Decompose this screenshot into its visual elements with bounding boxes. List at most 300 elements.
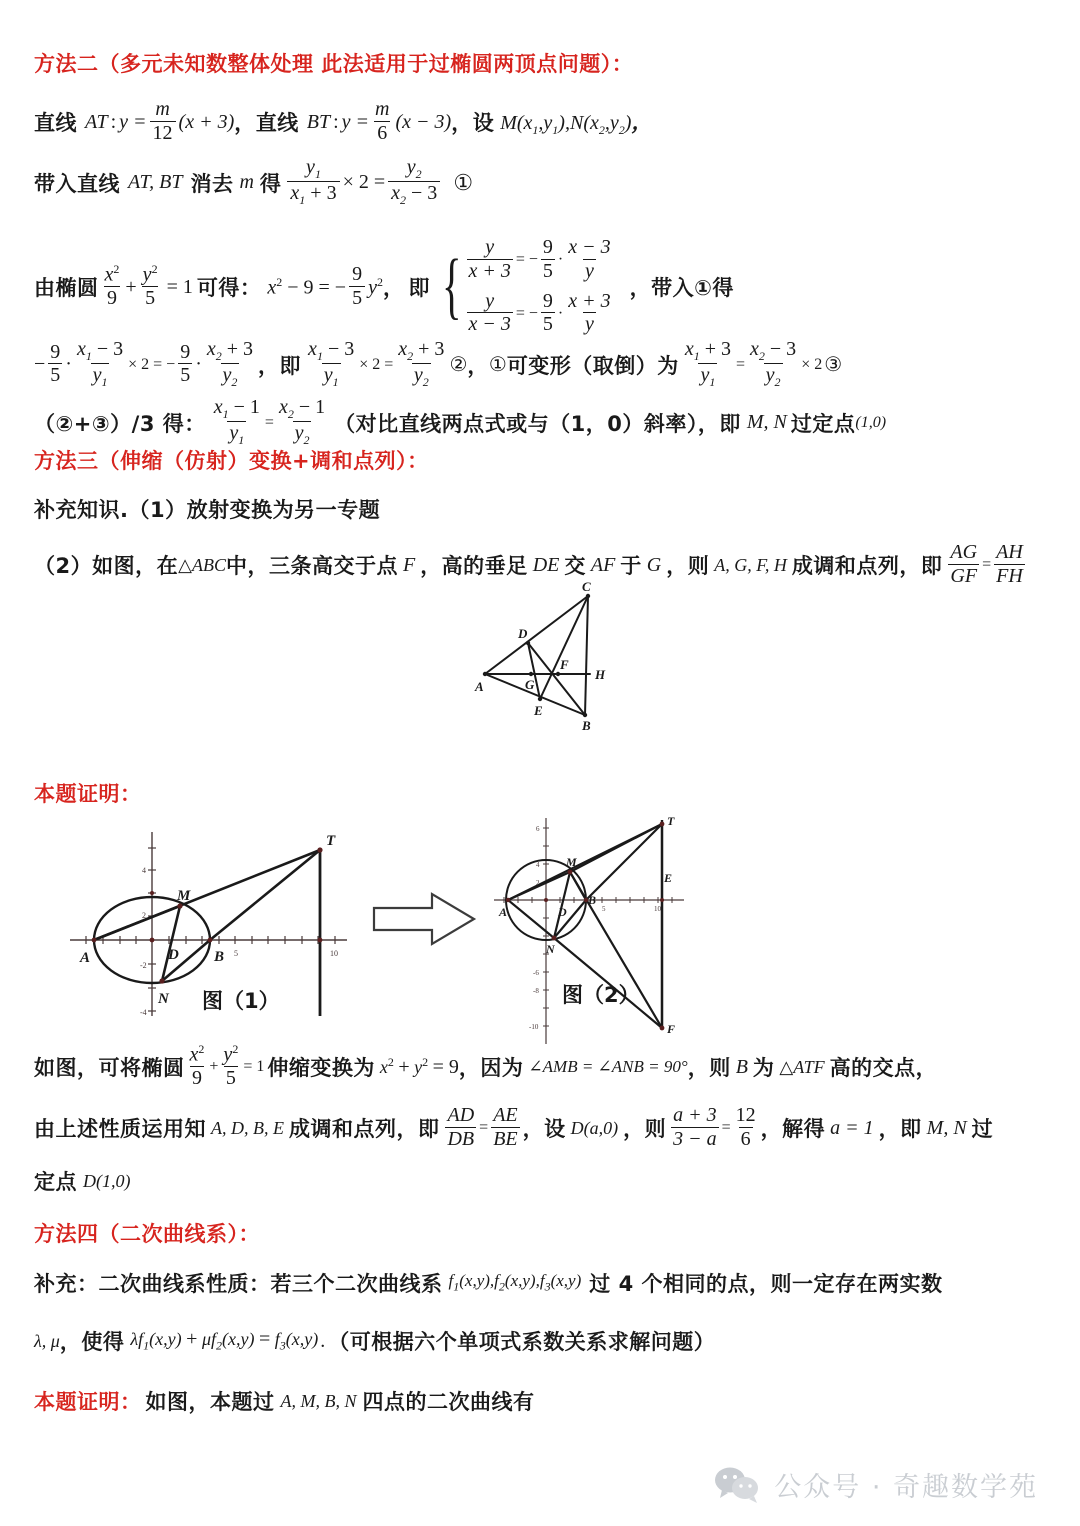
set-word: 设 [472,111,495,136]
fig2-ytick-m10: -10 [529,1023,539,1031]
fraction-ah-fh [994,542,1025,587]
fraction-y1-x1p3 [287,157,339,207]
supp-prefix: 补充：二次曲线系性质：若三个二次曲线系 [34,1272,443,1296]
watermark [714,1465,1038,1504]
yinwei-word: 因为 [480,1056,524,1081]
line5-prefix: （②+③）/3 得： [34,411,206,436]
text3-prefix: 定点 [34,1170,77,1194]
frac-num: $x^2$ [104,261,120,286]
point-t-dot [317,847,322,852]
point-b-label-2: B [735,1055,748,1078]
triangle-diagram-svg [400,575,660,740]
text1-tail: 高的交点， [829,1056,938,1081]
vertex-a-dot [483,672,487,676]
y-equals-2: y = [341,110,370,133]
fraction-y-xp3 [467,237,513,282]
method2-line1 [34,100,653,145]
frac-den: $x_2 - 3$ [388,181,440,206]
frac-den: 5 [142,286,158,309]
fig1-label-m: M [177,888,191,904]
label-e: E [534,703,543,718]
fig2-label-b: B [588,893,597,907]
frac-num: y [485,236,495,258]
xtick-label-5: 5 [234,949,238,958]
fig2-point-t-dot [660,822,665,827]
fraction-12-6 [734,1105,758,1150]
fraction-x2m3-y2 [748,339,798,389]
frac-num: AH [996,541,1023,563]
frac-num: $x_2 + 3$ [398,338,445,363]
eq-sign-d: = [479,1119,489,1137]
frac-den: 5 [225,1067,236,1090]
frac-num: y [485,289,495,312]
figure-2 [484,812,724,1057]
proof1-text1 [34,1044,937,1090]
triangle-abc: △ABC [178,554,226,575]
yu-word: 于 [620,554,642,579]
fig1-label-a: A [80,950,91,966]
frac-den: 3 − a [673,1127,717,1150]
fig2-caption: 图（2） [562,983,640,1007]
point-f-label: F [402,553,416,576]
label-d: D [518,626,528,641]
fig2-point-m-dot [568,870,573,875]
equals-one-b: = 1 [243,1058,265,1076]
fraction-x1p3-y1 [683,339,733,389]
point-g-label: G [646,553,662,576]
point-top-dot [150,891,154,895]
xtick-label-10: 10 [330,949,338,958]
eq-sign-b: = [264,413,274,431]
line2-prefix: 带入直线 [34,171,120,196]
fig2-ytick-m6: -6 [533,969,539,977]
fig2-label-a: A [499,905,508,919]
frac-den: 5 [542,259,553,282]
comma-6: ， [458,1056,481,1081]
frac-num: $x^2$ [189,1042,205,1066]
supp2-mid3: ，则 [666,554,710,579]
wechat-eye-1 [723,1475,727,1479]
fraction-xm3-y [566,237,612,282]
comma-9: ， [623,1117,645,1142]
figure-2-svg [484,812,724,1057]
fig1-label-b: B [214,949,225,965]
wei-word: 为 [752,1056,775,1081]
triangle-atf: △ATF [779,1056,825,1077]
fraction-9-5-e [178,342,192,387]
fraction-ae-be [491,1105,519,1150]
frac-den: DB [447,1127,475,1150]
frac-den: $y_1$ [229,422,245,448]
kede-word: 可得： [196,276,262,301]
line1-prefix: 直线 [34,111,77,136]
jiede-word: 解得 [782,1117,826,1142]
tag-circle-1: ① [453,169,474,195]
frac-den: x + 3 [468,259,511,282]
eq-sign-a: = [735,355,746,373]
transform-arrow [370,888,480,950]
y-equals-1: y = [119,110,147,133]
point-b-dot [208,938,213,943]
fraction-x2p3-y2-b [396,339,446,389]
proof-prefix: 如图，本题过 [145,1390,275,1414]
fraction-x1m3-y1-b [306,339,356,389]
method3-supp1: 补充知识.（1）放射变换为另一专题 [34,498,381,522]
frac-num: 9 [50,340,61,363]
frac-den: y [584,259,594,282]
proof1-text2 [34,1106,993,1151]
tag-circle-3: ③ [824,354,843,377]
frac-den: 9 [104,286,120,309]
method3-heading-row [34,445,429,475]
fig2-label-t: T [667,814,675,828]
fraction-9-5-d [48,342,62,387]
harmonic-points: A, G, F, H [714,554,787,575]
text2-prefix: 由上述性质运用知 [34,1117,206,1142]
equals-one: = 1 [166,275,193,298]
proof1-heading: 本题证明： [34,782,142,806]
frac-num: AG [950,541,978,563]
plus-sign-b: + [209,1058,219,1076]
fraction-m-6 [372,99,392,144]
method4-heading-row [34,1218,260,1248]
fig1-label-d: D [168,947,179,963]
point-m-dot [177,903,182,908]
fig2-point-a-dot [506,898,510,902]
fraction-ag-gf [948,542,979,587]
fixed-point-10: (1,0) [855,413,887,431]
label-c: C [582,579,591,594]
vertex-g-dot [529,672,533,676]
frac-den: 5 [50,364,61,387]
fixed-point-d10: D(1,0) [83,1170,131,1191]
frac-den: $y_1$ [92,364,108,390]
point-n-dot [159,978,164,983]
method3-supp1-row [34,494,380,524]
segment-de: DE [532,553,560,576]
point-x9-dot [318,938,323,943]
label-h: H [595,667,606,682]
text1-mid1: 伸缩变换为 [267,1056,375,1081]
fig2-xtick-5: 5 [602,905,606,913]
method4-proof-heading: 本题证明： [34,1390,142,1414]
frac-den: $y_2$ [765,364,781,390]
frac-den: 12 [150,121,176,144]
frac-num: $x_1 - 1$ [213,396,260,421]
supp-mid: 过 4 个相同的点，则一定存在两实数 [589,1272,943,1296]
proof1-heading-row [34,778,142,808]
colon-1: : [110,110,117,133]
frac-num: 9 [542,236,553,258]
label-a: A [475,679,484,694]
fraction-m-12 [150,99,176,144]
linear-combination: $\lambda f_1(x,y) + \mu f_2(x,y) = f_3(x,y)$ [130,1328,319,1353]
frac-den: $x_1 + 3$ [287,181,339,206]
edge-cb [585,596,588,715]
frac-num: 9 [352,262,363,285]
ji-word-3: 即 [900,1117,922,1142]
fig2-origin-dot [544,898,548,902]
segment-af: AF [590,553,616,576]
frac-num: $y^2$ [142,261,158,286]
dot-4: · [195,353,202,376]
origin-dot [150,938,155,943]
fig2-ytick-4: 4 [536,861,540,869]
at-tail: (x + 3) [178,110,235,133]
fig2-label-f: F [667,1022,676,1036]
fraction-x2-9-b [188,1043,207,1089]
frac-den: 5 [180,364,191,387]
tag-circle-1b: ① [488,354,507,377]
chord-a-m-2 [508,872,570,900]
chord-a-m [94,906,180,940]
method4-supp-line1 [34,1268,943,1298]
figure-1-svg [62,818,362,1018]
bt-tail: (x − 3) [395,110,452,133]
method2-line3 [34,238,734,336]
jiao-word: 交 [564,554,586,579]
frac-num: m [155,98,170,120]
dot-3: · [65,353,72,376]
frac-den: $y_2$ [222,364,238,390]
fig2-label-e: E [664,871,673,885]
she-word: 设 [544,1117,566,1142]
comma-7: ， [687,1056,710,1081]
line3-tail: ，带入①得 [629,276,734,301]
supp-line2-tail: （可根据六个单项式系数关系求解问题） [328,1330,716,1354]
label-f: F [560,657,569,672]
line5-tail: 过定点 [790,411,856,436]
comma-1: ， [234,111,256,136]
comma-8: ， [522,1117,545,1142]
fraction-y2-5-b [221,1043,240,1089]
vertex-d-dot [526,641,530,645]
label-g: G [525,677,535,692]
frac-num: AE [493,1104,518,1126]
left-brace-icon: { [441,245,462,328]
comma-10: ， [760,1117,783,1142]
line-b-to-t-2 [586,824,662,900]
vertex-c-dot [586,594,590,598]
vertex-f-dot [556,672,560,676]
watermark-text: 公众号 · 奇趣数学苑 [774,1472,1038,1503]
dot-1: · [557,251,564,269]
system-row-1 [464,238,616,283]
wechat-eye-2 [733,1475,737,1479]
line-m-to-t [570,824,662,872]
frac-num: $x_1 - 3$ [76,338,124,363]
frac-num: $y_1$ [306,156,321,181]
comma-2: ， [451,111,473,136]
fraction-x1m3-y1 [75,339,125,389]
supp2-prefix: （2）如图，在 [34,554,179,579]
frac-den: 5 [349,286,365,309]
text1-prefix: 如图，可将椭圆 [34,1056,185,1081]
fraction-x2m1-y2 [277,397,327,447]
method2-line5 [34,398,886,448]
frac-num: 9 [180,340,191,363]
fig2-point-e-dot [660,898,664,902]
fraction-x2p3-y2 [205,339,255,389]
frac-den: $y_1$ [700,364,716,390]
angle-equations: ∠AMB = ∠ANB = 90° [528,1057,688,1077]
harmonic-points-2: A, D, B, E [211,1117,284,1138]
fig2-label-d: D [558,905,567,919]
frac-num: $x_2 - 3$ [750,338,797,363]
tag-circle-2: ② [449,354,468,377]
line3-prefix: 由椭圆 [34,276,99,301]
guo-word: 过 [971,1117,994,1142]
bianxing-word: 可变形（取倒）为 [506,353,679,378]
fraction-ad-db [445,1105,476,1150]
comma-11: ， [878,1117,901,1142]
frac-den: 6 [740,1127,751,1150]
frac-num: $x_1 + 3$ [684,338,731,363]
method2-line2 [34,158,473,208]
arrow-shape [374,894,474,944]
comma-4: ， [258,353,280,378]
a-equals-1: a = 1 [830,1116,874,1139]
fraction-y2-5 [140,263,161,309]
frac-den: BE [493,1127,518,1150]
frac-num: AD [447,1104,475,1126]
comma-3: ， [382,276,405,301]
fraction-9-5-b [541,237,555,282]
circle-equation: $x^2 + y^2 = 9$ [379,1055,459,1079]
fig1-caption: 图（1） [202,989,280,1013]
wechat-eye-4 [749,1484,752,1487]
frac-den: 5 [542,313,553,336]
eq-sign-c: = [982,556,992,574]
ze-word-1: 则 [709,1056,731,1081]
line5-mid: （对比直线两点式或与（1，0）斜率），即 [334,411,741,436]
system-row-2 [464,289,616,337]
fig1-label-t: T [326,833,336,849]
method2-line4 [34,340,842,390]
wechat-bubble-small [732,1477,758,1499]
frac-num: 12 [735,1104,756,1126]
triangle-diagram [400,575,660,740]
frac-den: $y_2$ [294,422,310,448]
chord-a-n-2 [508,900,554,938]
fraction-y2-x2m3 [388,157,440,207]
times-2-c: × 2 [801,355,823,373]
fig2-ytick-m8: -8 [533,987,539,995]
line-b-to-t [210,850,320,940]
eq-sign-e: = [721,1119,731,1137]
frac-den: y [584,313,594,336]
fig2-point-n-dot [552,936,557,941]
equation-system [434,238,616,336]
method4-heading: 方法四（二次曲线系）： [34,1222,260,1246]
times-2-eq: × 2 = [342,171,386,194]
line-at-label: AT [85,110,108,133]
lambda-mu: λ, μ [34,1330,60,1351]
mn-points-b: M, N [926,1116,967,1139]
supp2-mid2: ，高的垂足 [420,554,528,579]
arrow-icon [370,888,480,950]
fraction-x2-9 [102,263,123,309]
wechat-icon [714,1466,760,1504]
eq-neg-2: = − [515,304,538,322]
method2-heading-row [34,48,633,78]
ji-word-1: 即 [408,276,430,301]
vertex-b-dot [583,713,587,717]
plus-sign: + [125,275,137,298]
fraction-9-5-a [349,264,365,309]
chord-m-n [162,906,180,981]
frac-den: FH [996,564,1023,587]
conic-functions: $f_1(x,y),f_2(x,y),f_3(x,y)$ [448,1271,582,1294]
fraction-9-5-c [541,291,555,336]
fig2-label-m: M [566,855,577,869]
neg-sign-1: − [34,353,46,376]
proof-tail: 四点的二次曲线有 [362,1390,535,1414]
point-d-a0: D(a,0) [570,1117,619,1138]
altitude-ce [540,596,588,699]
lines-at-bt: AT, BT [128,171,183,194]
method4-supp-line2 [34,1326,715,1356]
dot-2: · [557,304,564,322]
fig2-ytick-6: 6 [536,825,540,833]
system-rows [464,238,616,336]
frac-den: x − 3 [468,313,511,336]
frac-num: x − 3 [568,236,611,258]
frac-den: $y_2$ [413,364,429,390]
line-bt-label: BT [306,110,331,133]
fig2-ytick-2: 2 [536,879,540,887]
point-a-dot [92,938,97,943]
text2-mid1: 成调和点列，即 [288,1117,440,1142]
frac-num: $x_1 - 3$ [308,338,355,363]
comma-5: ， [467,353,489,378]
fraction-xp3-y [566,291,612,336]
comma-12: ， [59,1330,82,1354]
figure-1 [62,818,362,1018]
eq-neg-1: = − [515,251,538,269]
eliminate-word: 消去 [190,171,234,196]
fig2-point-f-dot [660,1026,665,1031]
times-2-eq-b: × 2 = [359,355,394,373]
de-word: 得 [259,171,282,196]
four-points: A, M, B, N [280,1390,357,1411]
shide-word: 使得 [81,1330,125,1354]
variable-m: m [239,171,254,194]
edge-ac [485,596,588,674]
fig1-label-n: N [158,991,169,1007]
ytick-label-m2: -2 [140,961,147,970]
fraction-ap3-3ma [671,1105,719,1150]
frac-den: $y_1$ [323,364,339,390]
colon-2: : [333,110,339,133]
frac-num: $y^2$ [223,1042,239,1066]
frac-num: m [375,98,390,120]
method2-heading: 方法二（多元未知数整体处理 此法适用于过椭圆两顶点问题）： [34,52,634,76]
method3-heading: 方法三（伸缩（仿射）变换+调和点列）： [34,449,429,473]
frac-den: 9 [191,1067,202,1090]
vertex-e-dot [538,697,542,701]
ji-word-2: 即 [279,353,302,378]
frac-num: $y_2$ [406,156,422,181]
period-dot: . [320,1329,326,1352]
ytick-label-4: 4 [142,866,146,875]
frac-num: a + 3 [673,1104,717,1126]
points-mn: $M(x_1,y_1),N(x_2,y_2)$， [500,110,653,138]
frac-den: GF [950,564,978,587]
line1-mid: 直线 [255,111,299,136]
times-eq-neg: × 2 = − [128,355,176,373]
frac-num: $x_2 - 1$ [278,396,326,421]
